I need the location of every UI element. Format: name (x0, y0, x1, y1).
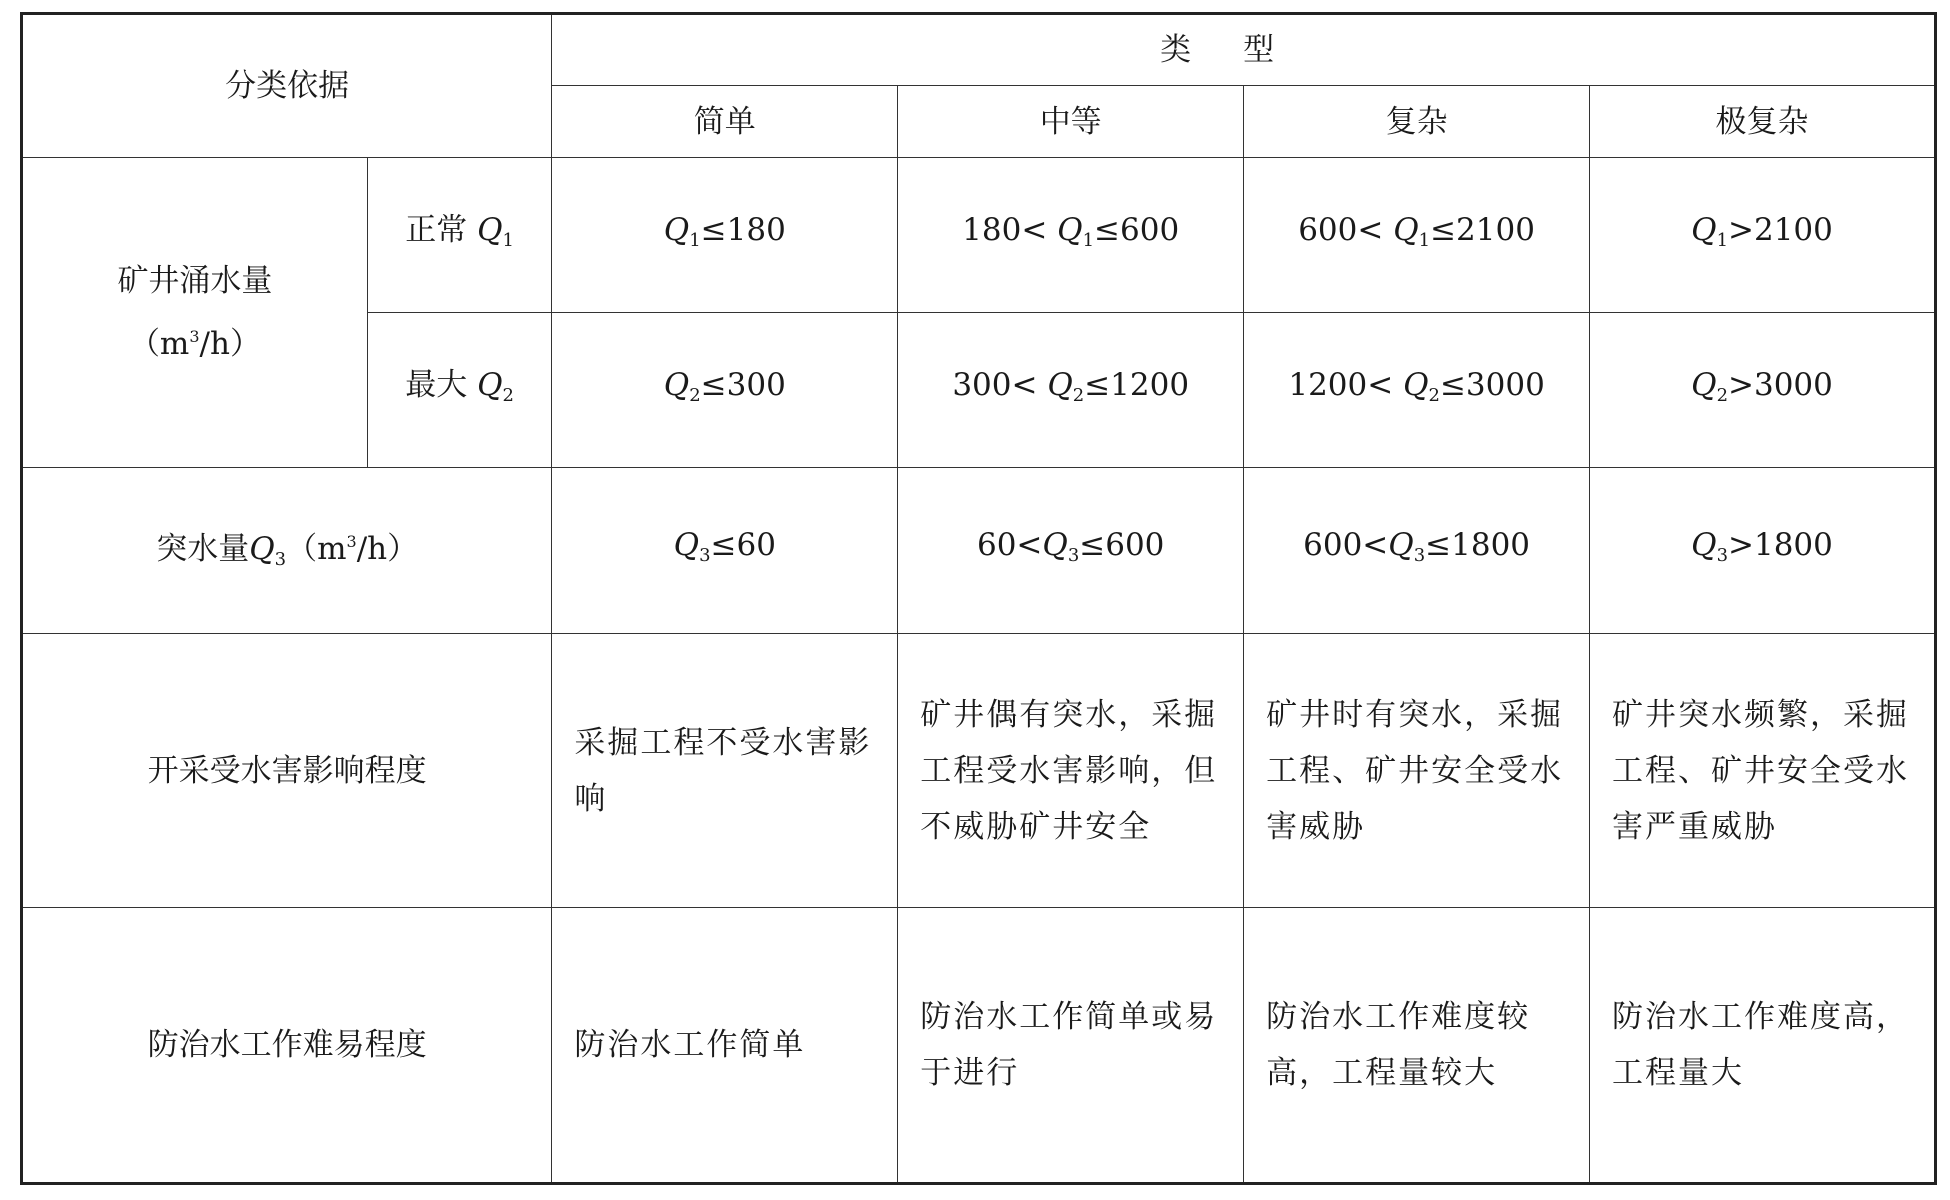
burst-cell-complex: $600<Q_3\le 1800$ (1244, 468, 1590, 634)
row-impact (22, 634, 1936, 908)
level-medium: 中等 (898, 86, 1244, 158)
normal-cell-complex: $600< Q_1\le 2100$ (1244, 158, 1590, 313)
row-difficulty (22, 908, 1936, 1184)
difficulty-cell-complex: 防治水工作难度较高，工程量较大 (1244, 908, 1590, 1184)
difficulty-cell-very-complex: 防治水工作难度高，工程量大 (1590, 908, 1936, 1184)
normal-cell-very-complex: $Q_1>2100$ (1590, 158, 1936, 313)
row-normal-inflow (22, 158, 1936, 313)
max-cell-medium: $300< Q_2\le 1200$ (898, 313, 1244, 468)
impact-cell-very-complex: 矿井突水频繁，采掘工程、矿井安全受水害严重威胁 (1590, 634, 1936, 908)
classification-table (20, 12, 1937, 1185)
normal-label: 正常 $Q_1$ (367, 158, 551, 313)
max-cell-simple: $Q_2\le 300$ (552, 313, 898, 468)
inflow-label: 矿井涌水量 (117, 263, 273, 299)
level-complex: 复杂 (1244, 86, 1590, 158)
max-cell-complex: $1200< Q_2\le 3000$ (1244, 313, 1590, 468)
max-label: 最大 $Q_2$ (367, 313, 551, 468)
inflow-unit: $(m^3/h)$ (128, 326, 261, 362)
impact-cell-simple: 采掘工程不受水害影响 (552, 634, 898, 908)
impact-label: 开采受水害影响程度 (22, 634, 552, 908)
inflow-label-cell (22, 158, 368, 468)
difficulty-cell-simple: 防治水工作简单 (552, 908, 898, 1184)
burst-cell-simple: $Q_3\le 60$ (552, 468, 898, 634)
normal-cell-medium: $180< Q_1\le 600$ (898, 158, 1244, 313)
header-row-1 (22, 14, 1936, 86)
difficulty-label: 防治水工作难易程度 (22, 908, 552, 1184)
burst-cell-medium: $60<Q_3\le 600$ (898, 468, 1244, 634)
type-header: 类型 (552, 14, 1936, 86)
max-cell-very-complex: $Q_2>3000$ (1590, 313, 1936, 468)
level-simple: 简单 (552, 86, 898, 158)
normal-cell-simple: $Q_1\le 180$ (552, 158, 898, 313)
difficulty-cell-medium: 防治水工作简单或易于进行 (898, 908, 1244, 1184)
impact-cell-complex: 矿井时有突水，采掘工程、矿井安全受水害威胁 (1244, 634, 1590, 908)
impact-cell-medium: 矿井偶有突水，采掘工程受水害影响，但不威胁矿井安全 (898, 634, 1244, 908)
burst-cell-very-complex: $Q_3>1800$ (1590, 468, 1936, 634)
burst-label: 突水量$Q_3(m^3/h)$ (22, 468, 552, 634)
row-burst (22, 468, 1936, 634)
level-very-complex: 极复杂 (1590, 86, 1936, 158)
basis-header: 分类依据 (22, 14, 552, 158)
